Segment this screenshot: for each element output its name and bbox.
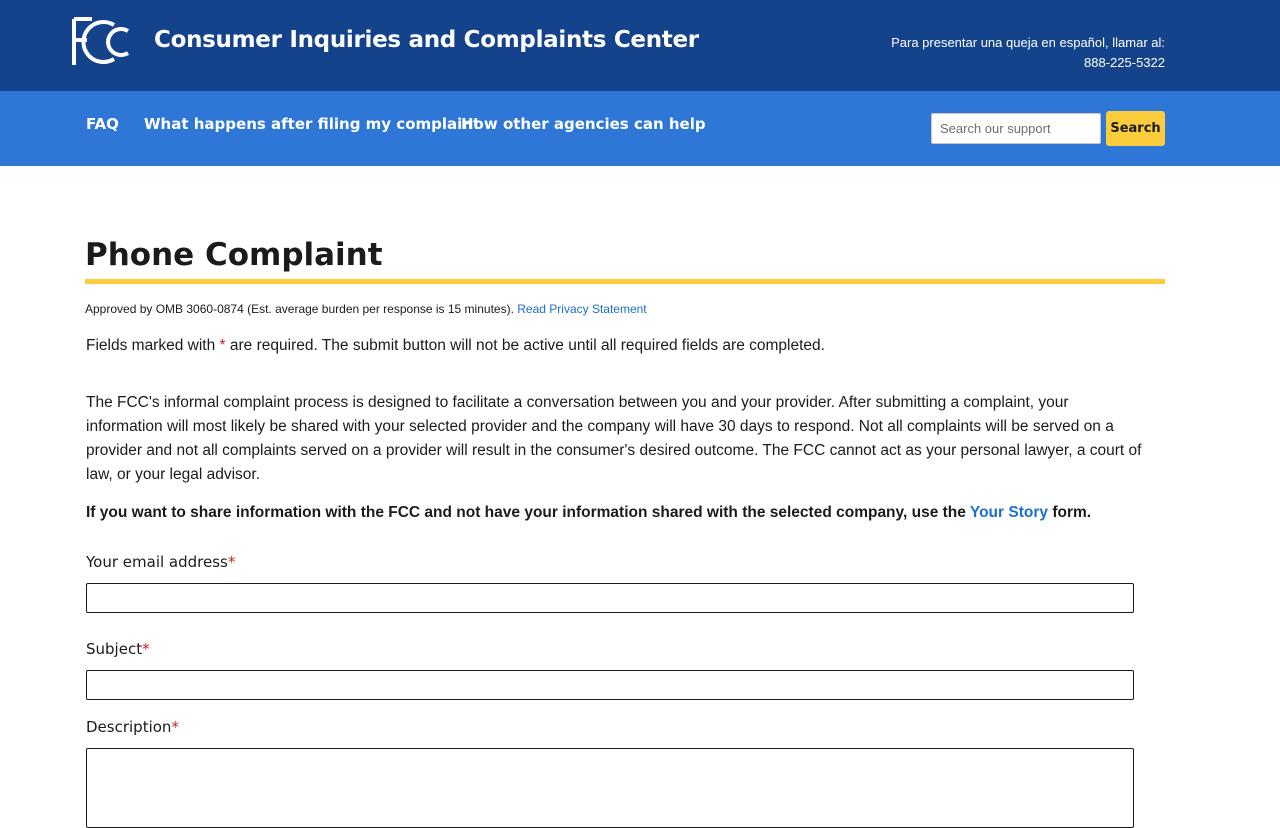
omb-notice bbox=[85, 302, 647, 316]
story-prefix: If you want to share information with the FCC and not have your information shared with the selected company, use the bbox=[86, 504, 966, 521]
nav-other-agencies[interactable]: How other agencies can help bbox=[461, 115, 706, 133]
subject-required-star: * bbox=[142, 640, 150, 658]
required-prefix: Fields marked with bbox=[86, 337, 216, 354]
search-input[interactable] bbox=[931, 113, 1101, 144]
site-header bbox=[0, 0, 1280, 91]
intro-paragraph: The FCC's informal complaint process is designed to facilitate a conversation between you and your provider. After submitting a complaint, your information will most likely be shared with your selected provider and the company will have 30 days to respond. Not all complaints will be served on a provider and not all complaints served on a provider will result in the consumer's desired outcome. The FCC cannot act as your personal lawyer, a court of law, or your legal advisor. bbox=[86, 394, 1142, 483]
subject-label-text: Subject bbox=[86, 640, 143, 658]
required-fields-note bbox=[86, 337, 825, 355]
description-label bbox=[86, 718, 179, 736]
story-suffix: form. bbox=[1052, 504, 1092, 521]
spanish-phone-number: 888-225-5322 bbox=[1084, 55, 1165, 70]
description-label-text: Description bbox=[86, 718, 172, 736]
subject-label bbox=[86, 640, 150, 658]
email-field[interactable] bbox=[86, 583, 1134, 613]
your-story-notice bbox=[86, 504, 1166, 522]
email-label bbox=[86, 553, 235, 571]
your-story-link[interactable]: Your Story bbox=[969, 504, 1048, 521]
spanish-phone-notice bbox=[865, 33, 1165, 73]
required-suffix: are required. The submit button will not be active until all required fields are completed. bbox=[229, 337, 825, 354]
nav-faq[interactable]: FAQ bbox=[86, 115, 119, 133]
subject-field[interactable] bbox=[86, 670, 1134, 700]
nav-what-happens[interactable]: What happens after filing my complaint bbox=[144, 115, 481, 133]
required-star: * bbox=[219, 337, 226, 354]
fcc-logo-icon[interactable] bbox=[72, 17, 132, 67]
spanish-line: Para presentar una queja en español, llamar al: bbox=[891, 35, 1165, 50]
main-nav bbox=[0, 91, 1280, 166]
omb-text: Approved by OMB 3060-0874 (Est. average burden per response is 15 minutes). bbox=[85, 302, 514, 316]
description-field[interactable] bbox=[86, 748, 1134, 828]
site-title[interactable]: Consumer Inquiries and Complaints Center bbox=[154, 27, 699, 53]
page-title: Phone Complaint bbox=[85, 237, 383, 273]
email-label-text: Your email address bbox=[86, 553, 228, 571]
description-required-star: * bbox=[171, 718, 179, 736]
search-button[interactable]: Search bbox=[1106, 111, 1165, 146]
privacy-statement-link[interactable]: Read Privacy Statement bbox=[517, 302, 647, 316]
email-required-star: * bbox=[227, 553, 236, 571]
title-underline bbox=[85, 279, 1165, 284]
